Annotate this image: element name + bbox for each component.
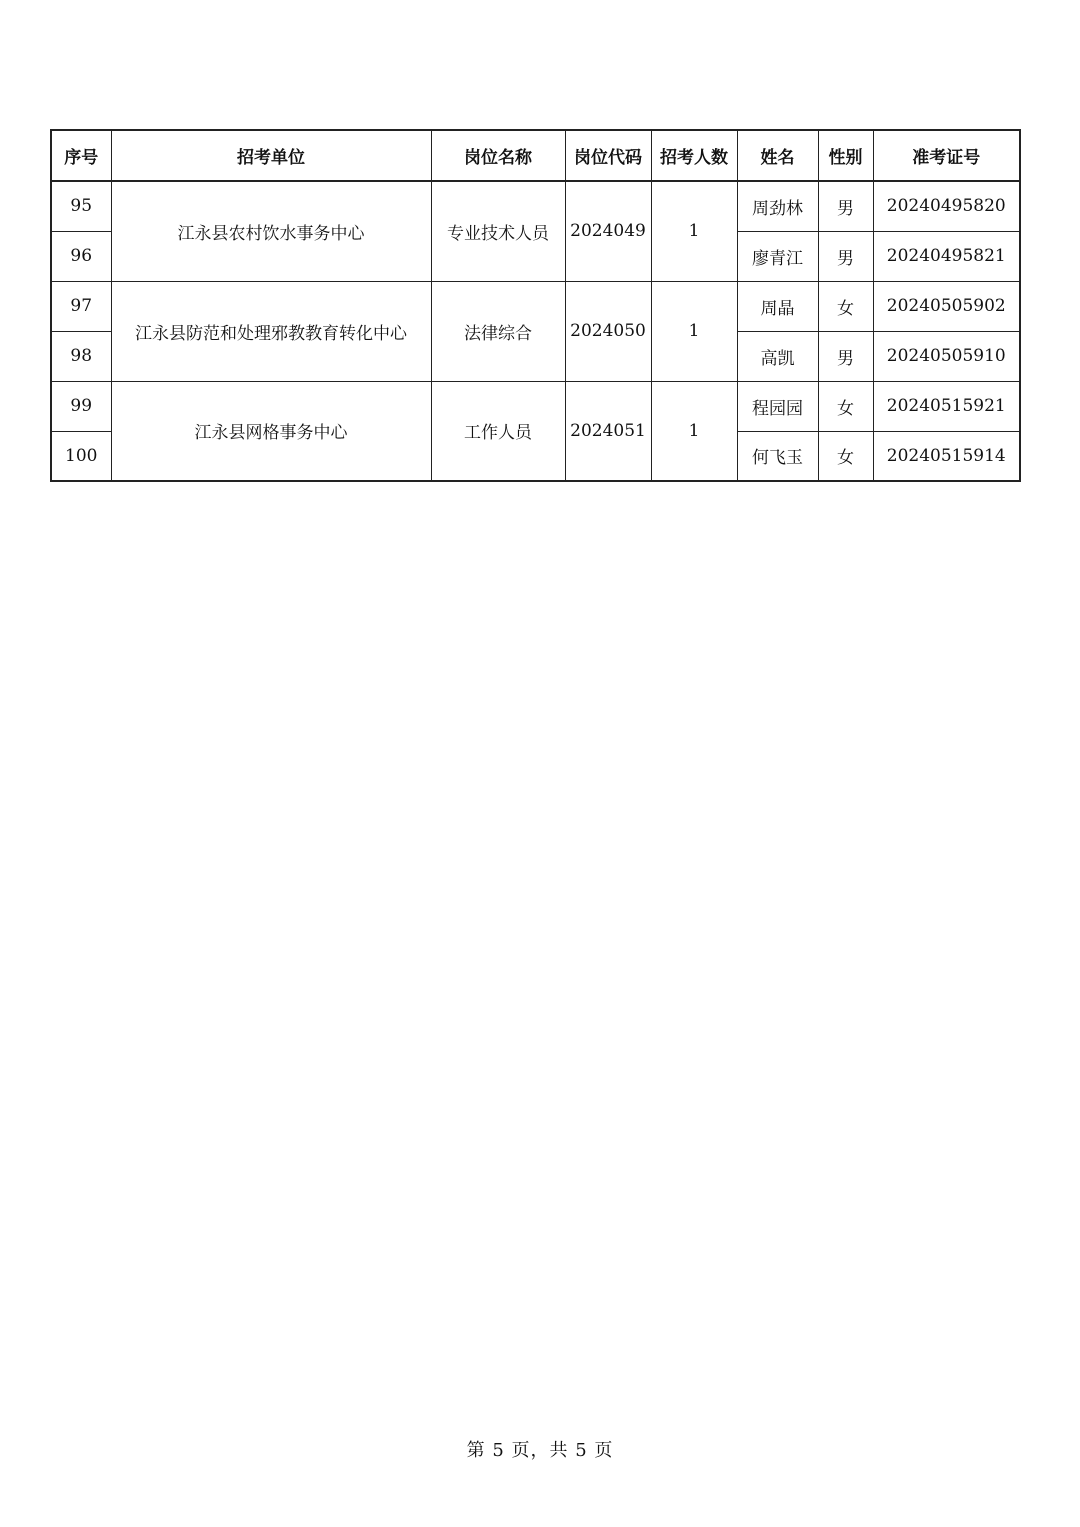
cell-count: 1 [651,181,737,281]
table-header-row [51,130,1020,181]
cell-position: 法律综合 [431,281,565,381]
cell-unit: 江永县防范和处理邪教教育转化中心 [111,281,431,381]
table-row [51,281,1020,331]
cell-name: 周劲林 [737,181,818,231]
table-row [51,381,1020,431]
cell-name: 何飞玉 [737,431,818,481]
cell-code: 2024051 [565,381,651,481]
cell-count: 1 [651,281,737,381]
cell-name: 廖青江 [737,231,818,281]
cell-seq: 96 [51,231,111,281]
cell-gender: 女 [818,281,873,331]
cell-gender: 男 [818,231,873,281]
cell-seq: 97 [51,281,111,331]
cell-ticket: 20240495820 [873,181,1020,231]
header-position: 岗位名称 [431,130,565,181]
cell-gender: 男 [818,331,873,381]
cell-gender: 女 [818,431,873,481]
cell-unit: 江永县农村饮水事务中心 [111,181,431,281]
header-ticket: 准考证号 [873,130,1020,181]
cell-seq: 100 [51,431,111,481]
cell-name: 高凯 [737,331,818,381]
header-name: 姓名 [737,130,818,181]
cell-seq: 95 [51,181,111,231]
table-row [51,181,1020,231]
cell-name: 程园园 [737,381,818,431]
candidate-table [50,129,1021,482]
header-gender: 性别 [818,130,873,181]
cell-unit: 江永县网格事务中心 [111,381,431,481]
cell-name: 周晶 [737,281,818,331]
cell-seq: 98 [51,331,111,381]
header-code: 岗位代码 [565,130,651,181]
page-footer: 第 5 页，共 5 页 [466,1440,614,1461]
cell-position: 专业技术人员 [431,181,565,281]
cell-ticket: 20240505902 [873,281,1020,331]
cell-ticket: 20240515921 [873,381,1020,431]
header-count: 招考人数 [651,130,737,181]
cell-seq: 99 [51,381,111,431]
cell-gender: 男 [818,181,873,231]
cell-code: 2024050 [565,281,651,381]
cell-ticket: 20240495821 [873,231,1020,281]
header-seq: 序号 [51,130,111,181]
cell-position: 工作人员 [431,381,565,481]
cell-code: 2024049 [565,181,651,281]
cell-ticket: 20240505910 [873,331,1020,381]
cell-ticket: 20240515914 [873,431,1020,481]
cell-count: 1 [651,381,737,481]
cell-gender: 女 [818,381,873,431]
header-unit: 招考单位 [111,130,431,181]
